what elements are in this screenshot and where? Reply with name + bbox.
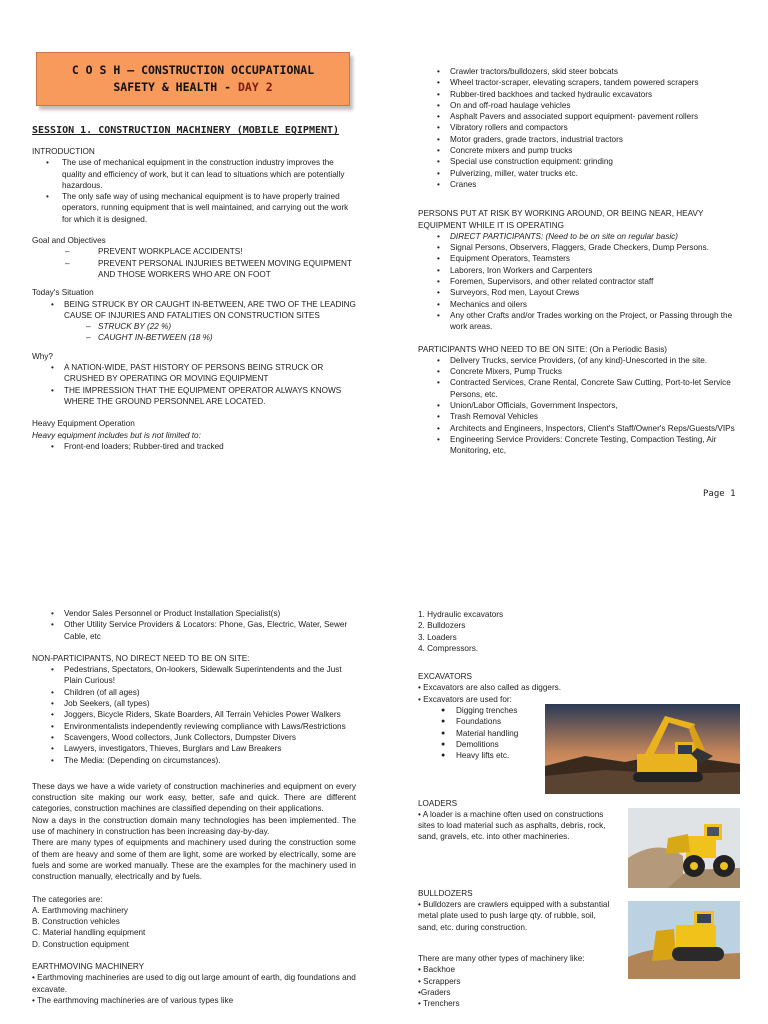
category-item: A. Earthmoving machinery: [32, 905, 129, 915]
nonparticipant-item: • Scavengers, Wood collectors, Junk Collectors, Dumpster Divers: [32, 732, 356, 743]
machinery-item: 2. Bulldozers: [418, 621, 466, 631]
loader-illustration: [628, 808, 740, 888]
utility-item: • Vendor Sales Personnel or Product Installation Specialist(s): [32, 608, 356, 619]
page1-right-column: [418, 66, 740, 457]
other-machinery-item: • Scrappers: [418, 976, 461, 986]
utility-item: • Other Utility Service Providers & Locators: Phone, Gas, Electric, Water, Sewer Cable, etc: [32, 619, 356, 642]
nonparticipant-item: • Job Seekers, (all types): [32, 698, 356, 709]
intro-item: • The use of mechanical equipment in the construction industry improves the quality and efficiency of work, but it can lead to situations which are potentially hazardous.: [32, 157, 356, 191]
why-item: • A NATION-WIDE, PAST HISTORY OF PERSONS BEING STRUCK OR CRUSHED BY OPERATING OR MOVING EQUIPMENT: [32, 362, 356, 385]
equipment-item: • On and off-road haulage vehicles: [418, 100, 740, 111]
risk-item: • DIRECT PARTICIPANTS: (Need to be on site on regular basic): [418, 231, 740, 242]
excavators-heading: EXCAVATORS: [418, 672, 472, 682]
page-gap: [0, 540, 768, 590]
nonparticipant-item: • Pedestrians, Spectators, On-lookers, Sidewalk Superintendents and the Just Plain Curious!: [32, 664, 356, 687]
heavy-heading: Heavy Equipment Operation: [32, 419, 135, 429]
equipment-item: • Wheel tractor-scraper, elevating scrapers, tandem powered scrapers: [418, 77, 740, 88]
risk-item: • Laborers, Iron Workers and Carpenters: [418, 265, 740, 276]
excavator-use-item: ● Heavy lifts etc.: [418, 750, 740, 761]
other-machinery-item: • Backhoe: [418, 965, 456, 975]
bulldozer-photo: [628, 901, 740, 979]
periodic-item: • Architects and Engineers, Inspectors, Client's Staff/Owner's Reps/Guests/VIPs: [418, 423, 740, 434]
goal-item: – PREVENT PERSONAL INJURIES BETWEEN MOVING EQUIPMENT AND THOSE WORKERS WHO ARE ON FOOT: [32, 258, 356, 281]
statistic-item: – CAUGHT IN-BETWEEN (18 %): [32, 332, 356, 343]
risk-item: • Foremen, Supervisors, and other related contractor staff: [418, 276, 740, 287]
earthmoving-line: • The earthmoving machineries are of various types like: [32, 995, 234, 1005]
loaders-heading: LOADERS: [418, 798, 458, 808]
why-heading: Why?: [32, 351, 53, 361]
equipment-list: [418, 66, 740, 190]
nonparticipants-list: [32, 664, 356, 766]
bulldozers-heading: BULLDOZERS: [418, 888, 473, 898]
title-banner: [36, 52, 350, 106]
equipment-item: • Motor graders, grade tractors, industrial tractors: [418, 134, 740, 145]
machinery-item: 4. Compressors.: [418, 643, 479, 653]
nonparticipant-item: • Environmentalists independently reviewing compliance with Laws/Restrictions: [32, 721, 356, 732]
machinery-item: 3. Loaders: [418, 632, 457, 642]
banner-line-2: [113, 79, 272, 96]
why-list: [32, 362, 356, 407]
paragraph-1: These days we have a wide variety of construction machineries and equipment on every construction site making our work easy, better, safe and quick. There are different categories, construction machines are classified depending on their applications.: [32, 781, 356, 814]
equipment-item: • Cranes: [418, 179, 740, 190]
periodic-item: • Trash Removal Vehicles: [418, 411, 740, 422]
nonparticipant-item: • Joggers, Bicycle Riders, Skate Boarders, All Terrain Vehicles Power Walkers: [32, 709, 356, 720]
excavators-line: • Excavators are also called as diggers.: [418, 683, 562, 693]
excavator-illustration: [545, 704, 740, 794]
risk-item: • Mechanics and oilers: [418, 299, 740, 310]
page2-left-column: [32, 608, 356, 1006]
today-item: • BEING STRUCK BY OR CAUGHT IN-BETWEEN, ARE TWO OF THE LEADING CAUSE OF INJURIES AND FATALITIES ON CONSTRUCTION SITES: [32, 299, 356, 322]
excavators-text: [418, 682, 562, 705]
goal-heading: Goal and Objectives: [32, 236, 106, 246]
earthmoving-text: [32, 972, 356, 1006]
excavator-photo: [545, 704, 740, 794]
category-item: C. Material handling equipment: [32, 928, 146, 938]
today-list: [32, 299, 356, 322]
goal-item: – PREVENT WORKPLACE ACCIDENTS!: [32, 246, 356, 257]
paragraph-2: Now a days in the construction domain many technologies has been implemented. The use of machinery in construction has been increasing day-by-day.: [32, 815, 356, 837]
risk-item: • Equipment Operators, Teamsters: [418, 253, 740, 264]
risk-item: • Any other Crafts and/or Trades working on the Project, or Passing through the work areas.: [418, 310, 740, 333]
bulldozers-text: • Bulldozers are crawlers equipped with a substantial metal plate used to push large qty. of rubble, soil, sand, etc. during construction.: [418, 900, 610, 932]
other-machinery-heading: There are many other types of machinery like:: [418, 953, 585, 963]
page1-left-column: [32, 124, 356, 452]
excavator-use-item: ● Digging trenches: [418, 705, 740, 716]
banner-line-2-text: SAFETY & HEALTH -: [113, 80, 238, 94]
risk-list: [418, 231, 740, 333]
machinery-numbered-list: [418, 609, 740, 654]
equipment-item: • Asphalt Pavers and associated support equipment- pavement rollers: [418, 111, 740, 122]
document-page-2: [0, 590, 768, 1024]
categories-list: [32, 905, 356, 950]
heavy-item: • Front-end loaders; Rubber-tired and tracked: [32, 441, 356, 452]
nonparticipant-item: • Lawyers, investigators, Thieves, Burglars and Law Breakers: [32, 743, 356, 754]
category-item: D. Construction equipment: [32, 939, 129, 949]
equipment-item: • Special use construction equipment: grinding: [418, 156, 740, 167]
heavy-list: [32, 441, 356, 452]
intro-item: • The only safe way of using mechanical equipment is to have properly trained operators, running equipment that is well maintained, and carrying out the work for which it is designed.: [32, 191, 356, 225]
equipment-item: • Vibratory rollers and compactors: [418, 122, 740, 133]
paragraph-3: There are many types of equipments and machinery used during the construction some of them are heavy and some of them are light, some are worked by electrically, some are fuels and some are worked manually. These are the examples for the machinery used in construction manually, electrically and by fuels.: [32, 838, 356, 882]
goal-list: [32, 246, 356, 280]
periodic-list: [418, 355, 740, 457]
periodic-item: • Engineering Service Providers: Concrete Testing, Compaction Testing, Air Monitoring, etc,: [418, 434, 740, 457]
other-machinery-item: •Graders: [418, 987, 451, 997]
equipment-item: • Concrete mixers and pump trucks: [418, 145, 740, 156]
session-title: SESSION 1. CONSTRUCTION MACHINERY (MOBILE EQIPMENT): [32, 125, 340, 136]
loader-photo: [628, 808, 740, 888]
nonparticipant-item: • The Media: (Depending on circumstances).: [32, 755, 356, 766]
nonparticipant-item: • Children (of all ages): [32, 687, 356, 698]
machinery-item: 1. Hydraulic excavators: [418, 610, 504, 619]
risk-heading: PERSONS PUT AT RISK BY WORKING AROUND, OR BEING NEAR, HEAVY EQUIPMENT WHILE IT IS OPERATING: [418, 209, 704, 230]
categories-heading: The categories are:: [32, 894, 103, 904]
page-number: Page 1: [703, 489, 736, 499]
earthmoving-heading: EARTHMOVING MACHINERY: [32, 962, 145, 972]
excavators-line: • Excavators are used for:: [418, 694, 512, 704]
equipment-item: • Pulverizing, miller, water trucks etc.: [418, 168, 740, 179]
utility-list: [32, 608, 356, 642]
excavator-use-item: ● Material handling: [418, 728, 740, 739]
statistic-item: – STRUCK BY (22 %): [32, 321, 356, 332]
excavator-use-item: ● Foundations: [418, 716, 740, 727]
banner-line-1: C O S H – CONSTRUCTION OCCUPATIONAL: [71, 63, 315, 77]
periodic-item: • Union/Labor Officials, Government Inspectors,: [418, 400, 740, 411]
why-item: • THE IMPRESSION THAT THE EQUIPMENT OPERATOR ALWAYS KNOWS WHERE THE GROUND PERSONNEL ARE LOCATED.: [32, 385, 356, 408]
earthmoving-line: • Earthmoving machineries are used to dig out large amount of earth, dig foundations and excavate.: [32, 973, 356, 994]
loaders-text: • A loader is a machine often used on constructions sites to load material such as asphalts, debris, rock, sand, gravels, etc. into other machineries.: [418, 809, 606, 842]
equipment-item: • Crawler tractors/bulldozers, skid steer bobcats: [418, 66, 740, 77]
equipment-item: • Rubber-tired backhoes and tacked hydraulic excavators: [418, 89, 740, 100]
periodic-item: • Contracted Services, Crane Rental, Concrete Saw Cutting, Port-to-let Service Persons, etc.: [418, 377, 740, 400]
periodic-heading: PARTICIPANTS WHO NEED TO BE ON SITE: (On a Periodic Basis): [418, 344, 668, 354]
other-machinery-item: • Trenchers: [418, 999, 460, 1009]
banner-day-label: DAY 2: [238, 80, 273, 94]
bulldozer-illustration: [628, 901, 740, 979]
excavator-use-item: ● Demolitions: [418, 739, 740, 750]
category-item: B. Construction vehicles: [32, 917, 120, 927]
today-sub-list: [32, 321, 356, 344]
today-heading: Today's Situation: [32, 288, 94, 298]
heavy-intro: Heavy equipment includes but is not limited to:: [32, 430, 201, 440]
periodic-item: • Delivery Trucks, service Providers, (of any kind)-Unescorted in the site.: [418, 355, 740, 366]
periodic-item: • Concrete Mixers, Pump Trucks: [418, 366, 740, 377]
risk-item: • Surveyors, Rod men, Layout Crews: [418, 287, 740, 298]
nonparticipants-heading: NON-PARTICIPANTS, NO DIRECT NEED TO BE ON SITE:: [32, 653, 250, 663]
intro-heading: INTRODUCTION: [32, 147, 95, 156]
risk-item: • Signal Persons, Observers, Flaggers, Grade Checkers, Dump Persons.: [418, 242, 740, 253]
intro-list: [32, 157, 356, 225]
